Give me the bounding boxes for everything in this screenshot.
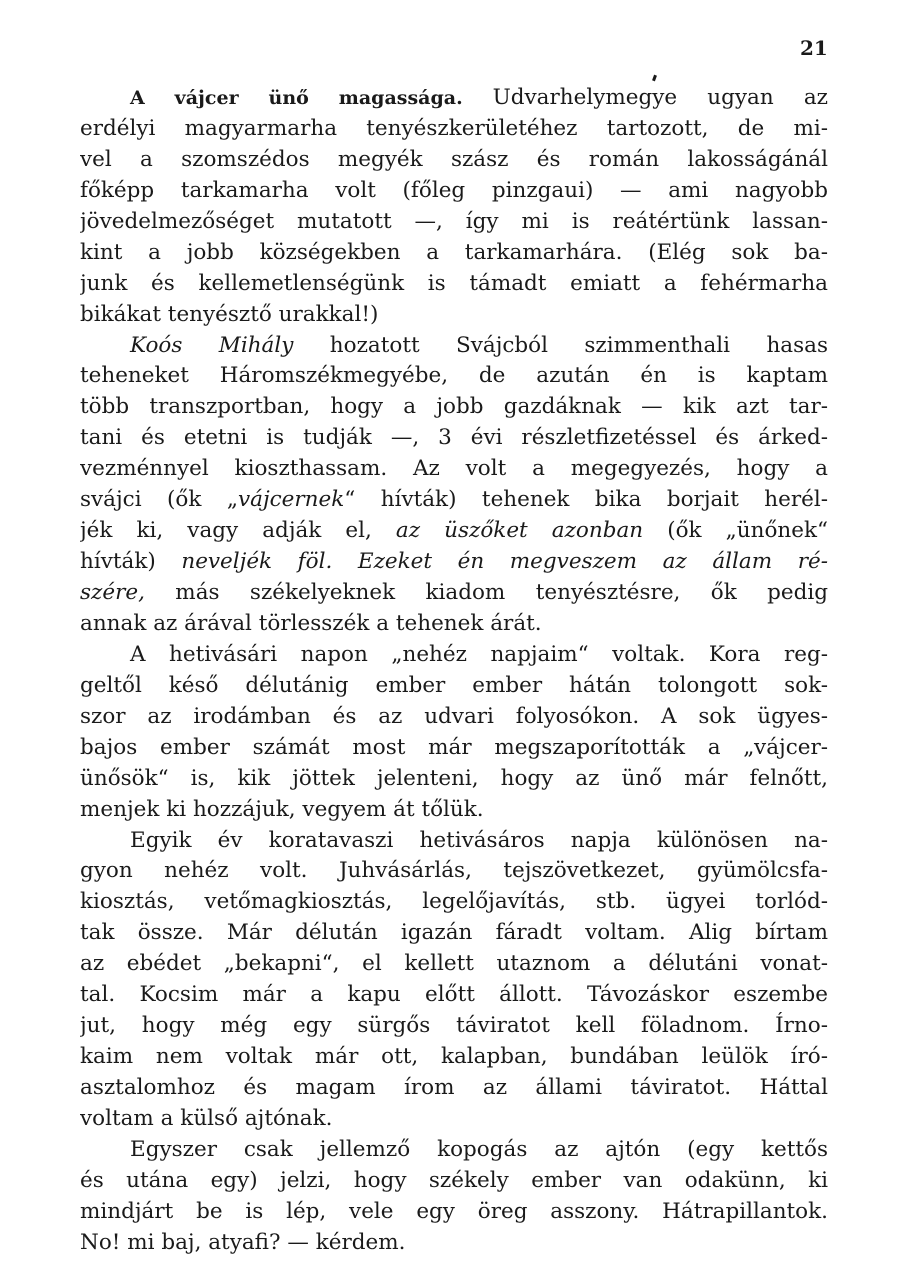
text-run: vel a szomszédos megyék szász és román lakosságánál — [80, 146, 828, 172]
text-run: kiosztás, vetőmagkiosztás, legelőjavítás, stb. ügyei torlód- — [80, 889, 828, 915]
text-run: annak az árával törlesszék a tehenek árát. — [80, 610, 542, 636]
text-line — [80, 949, 828, 980]
text-run: jut, hogy még egy sürgős táviratot kell föladnom. Írno- — [80, 1013, 828, 1039]
text-run: Egyszer csak jellemző kopogás az ajtón (egy kettős — [130, 1136, 828, 1162]
text-run: svájci (ők „ — [80, 487, 238, 513]
text-run: No! mi baj, atyafi? — kérdem. — [80, 1229, 406, 1255]
paragraph — [80, 640, 828, 826]
run-in-heading: A vájcer ünő magassága. — [130, 87, 493, 109]
page-number: 21 — [800, 36, 828, 60]
text-line — [80, 516, 828, 547]
text-line — [80, 1104, 828, 1135]
italic-text: szére, — [80, 580, 145, 605]
text-line — [80, 547, 828, 578]
text-line — [80, 114, 828, 145]
text-run: Udvarhelymegye ugyan az — [492, 85, 828, 110]
text-line — [80, 1228, 828, 1259]
text-run: tal. Kocsim már a kapu előtt állott. Távozáskor eszembe — [80, 982, 828, 1008]
text-run: jövedelmezőséget mutatott —, így mi is reátértünk lassan- — [80, 208, 828, 234]
text-line — [80, 1011, 828, 1042]
text-line — [80, 331, 828, 362]
text-run: más székelyeknek kiadom tenyésztésre, ők pedig — [144, 580, 828, 605]
text-line — [80, 1166, 828, 1197]
paragraph — [80, 83, 828, 331]
text-run: és utána egy) jelzi, hogy székely ember van odakünn, ki — [80, 1167, 828, 1193]
text-run: erdélyi magyarmarha tenyészkerületéhez tartozott, de mi- — [80, 115, 828, 141]
text-run: mindjárt be is lép, vele egy öreg asszony. Hátrapillantok. — [80, 1198, 828, 1224]
text-line — [80, 300, 828, 331]
text-line — [80, 1197, 828, 1228]
text-line — [80, 238, 828, 269]
text-line — [80, 83, 828, 114]
text-line — [80, 702, 828, 733]
paragraph — [80, 331, 828, 640]
text-line — [80, 640, 828, 671]
text-run: tak össze. Már délután igazán fáradt voltam. Alig bírtam — [80, 920, 828, 946]
text-run: junk és kellemetlenségünk is támadt emiatt a fehérmarha — [80, 270, 828, 296]
text-line — [80, 856, 828, 887]
text-run: (ők „ünőnek“ — [643, 518, 828, 544]
paragraph — [80, 826, 828, 1135]
text-line — [80, 795, 828, 826]
text-run: kint a jobb községekben a tarkamarhára. (Elég sok ba- — [80, 239, 828, 265]
text-line — [80, 918, 828, 949]
text-run: geltől késő délutánig ember ember hátán tolongott sok- — [80, 672, 828, 698]
text-line — [80, 361, 828, 392]
text-run: teheneket Háromszékmegyébe, de azután én is kaptam — [80, 363, 828, 389]
italic-text: vájcernek — [238, 487, 345, 513]
text-run: az ebédet „bekapni“, el kellett utaznom a délutáni vonat- — [80, 951, 828, 977]
text-line — [80, 764, 828, 795]
print-speck — [652, 75, 657, 82]
text-line — [80, 423, 828, 454]
text-line — [80, 454, 828, 485]
text-run: hívták) — [80, 549, 182, 575]
text-line — [80, 1042, 828, 1073]
text-run: vezménnyel kioszthassam. Az volt a megegyezés, hogy a — [80, 456, 828, 482]
text-line — [80, 207, 828, 238]
text-line — [80, 485, 828, 516]
text-line — [80, 578, 828, 609]
text-line — [80, 1073, 828, 1104]
text-run: bikákat tenyésztő urakkal!) — [80, 301, 379, 327]
text-run: szor az irodámban és az udvari folyosókon. A sok ügyes- — [80, 703, 828, 729]
text-run: bajos ember számát most már megszaporították a „vájcer- — [80, 734, 828, 760]
text-line — [80, 887, 828, 918]
text-run: hozatott Svájcból szimmenthali hasas — [293, 332, 828, 358]
text-run: Egyik év koratavaszi hetivásáros napja különösen na- — [130, 827, 828, 853]
text-run: asztalomhoz és magam írom az állami táviratot. Háttal — [80, 1075, 828, 1100]
text-run: “ hívták) tehenek bika borjait herél- — [344, 487, 828, 513]
text-line — [80, 980, 828, 1011]
text-run: ünősök“ is, kik jöttek jelenteni, hogy az ünő már felnőtt, — [80, 765, 828, 791]
text-line — [80, 1135, 828, 1166]
italic-text: az üszőket azonban — [395, 518, 644, 544]
italic-text: Koós Mihály — [130, 332, 294, 358]
text-line — [80, 733, 828, 764]
text-run: menjek ki hozzájuk, vegyem át tőlük. — [80, 796, 484, 822]
text-line — [80, 826, 828, 857]
text-line — [80, 145, 828, 176]
text-run: A hetivásári napon „nehéz napjaim“ voltak. Kora reg- — [130, 641, 828, 667]
text-line — [80, 176, 828, 207]
text-run: főképp tarkamarha volt (főleg pinzgaui) — ami nagyobb — [80, 177, 828, 203]
text-line — [80, 671, 828, 702]
paragraph — [80, 1135, 828, 1259]
text-run: tani és etetni is tudják —, 3 évi részletfizetéssel és árked- — [80, 425, 828, 451]
text-run: voltam a külső ajtónak. — [80, 1105, 333, 1131]
text-run: jék ki, vagy adják el, — [80, 518, 396, 544]
text-line — [80, 609, 828, 640]
text-line — [80, 392, 828, 423]
text-run: gyon nehéz volt. Juhvásárlás, tejszövetkezet, gyümölcsfa- — [80, 858, 828, 884]
body-text — [80, 83, 828, 1259]
text-run: több transzportban, hogy a jobb gazdáknak — kik azt tar- — [80, 394, 828, 420]
italic-text: neveljék föl. Ezeket én megveszem az állam ré- — [181, 549, 828, 575]
text-line — [80, 269, 828, 300]
text-run: kaim nem voltak már ott, kalapban, bundában leülök író- — [80, 1044, 828, 1070]
